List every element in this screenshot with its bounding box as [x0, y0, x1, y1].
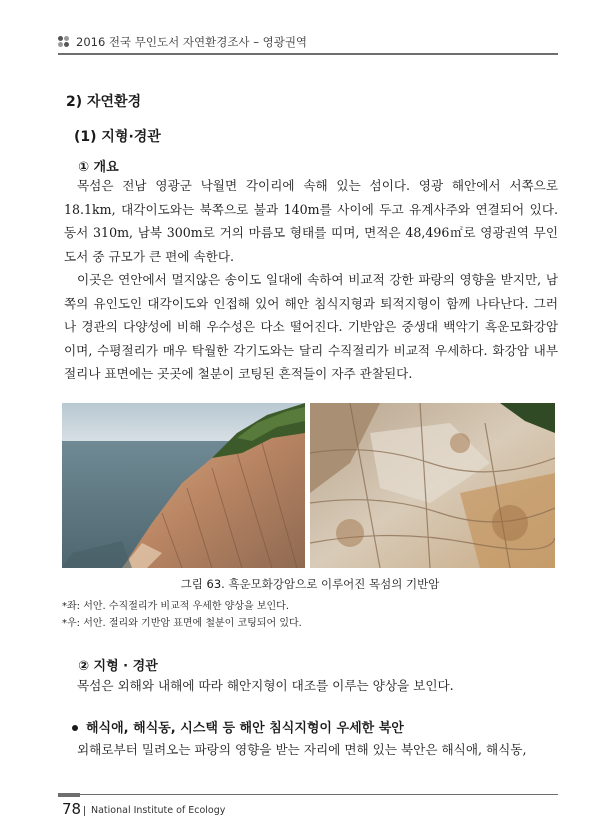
coastal-rock-image — [62, 403, 305, 568]
footer-accent-bar — [58, 793, 80, 797]
figure-note-right: *우: 서안. 절리와 기반암 표면에 철분이 코팅되어 있다. — [62, 618, 302, 629]
section-heading: 2) 자연환경 — [66, 94, 142, 110]
overview-paragraph-2: 이곳은 연안에서 멀지않은 송이도 일대에 속하여 비교적 강한 파랑의 영향을 받지만, 남쪽의 유인도인 대각이도와 인접해 있어 해안 침식지형과 퇴적지형이 함께 나타난다. 그러나 경관의 다양성에 비해 우수성은 다소 떨어진다. 기반암은 중생대 백악기 흑운모화강암이며, 수평절리가 매우 탁월한 각기도와는 달리 수직절리가 비교적 우세하다. 화강암 내부 절리나 표면에는 곳곳에 철분이 코팅된 흔적들이 자주 관찰된다. — [64, 272, 558, 382]
footer-separator — [84, 806, 85, 816]
subsection-heading: (1) 지형·경관 — [74, 129, 161, 145]
figure-caption: 그림 63. 흑운모화강암으로 이루어진 목섬의 기반암 — [180, 577, 440, 591]
overview-paragraph-1: 목섬은 전남 영광군 낙월면 각이리에 속해 있는 섬이다. 영광 해안에서 서쪽으로 18.1km, 대각이도와는 북쪽으로 불과 140m를 사이에 두고 유계사주와 연결되어 있다. 동서 310m, 남북 300m로 거의 마름모 형태를 띠며, 면적은 48,496㎡로 영광권역 무인도서 중 규모가 큰 편에 속한다. — [64, 178, 558, 264]
overview-heading: ① 개요 — [78, 160, 119, 175]
figure-note-left: *좌: 서안. 수직절리가 비교적 우세한 양상을 보인다. — [62, 601, 289, 612]
footer-institute: National Institute of Ecology — [91, 805, 226, 816]
photo-iron-coated-rock — [310, 403, 555, 568]
bullet-icon — [72, 725, 78, 731]
footer-rule — [58, 794, 558, 795]
bullet-heading-text: 해식애, 해식동, 시스택 등 해안 침식지형이 우세한 북안 — [86, 721, 404, 736]
header-title: 2016 전국 무인도서 자연환경조사 – 영광권역 — [76, 35, 308, 49]
header-rule — [58, 53, 558, 55]
bullet-heading — [66, 717, 404, 736]
running-header — [58, 30, 558, 54]
landform-heading: ② 지형 · 경관 — [78, 659, 158, 674]
page-number: 78 — [62, 800, 82, 818]
photo-west-coast-cliff — [62, 403, 305, 568]
header-dots-icon — [58, 36, 72, 48]
landform-paragraph: 목섬은 외해와 내해에 따라 해안지형이 대조를 이루는 양상을 보인다. — [77, 678, 454, 693]
granite-surface-image — [310, 403, 555, 568]
bullet-paragraph: 외해로부터 밀려오는 파랑의 영향을 받는 자리에 면해 있는 북안은 해식애, 해식동, — [77, 742, 527, 757]
